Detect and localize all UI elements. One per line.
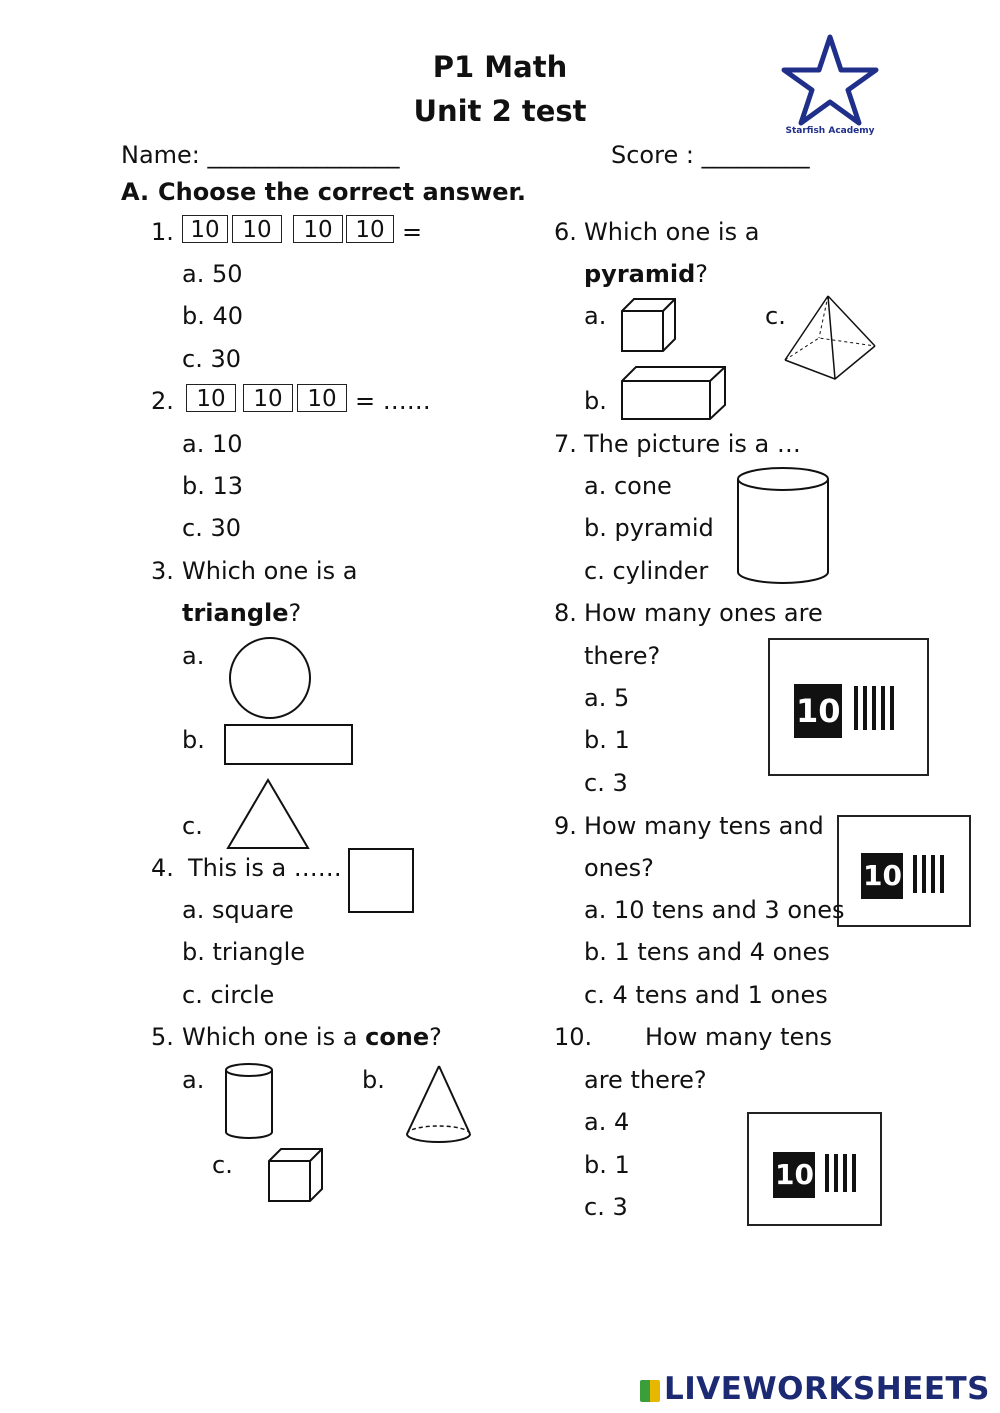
ten-box: 10: [232, 215, 282, 243]
q4-number: 4.: [151, 854, 174, 882]
q4-option-c[interactable]: c. circle: [182, 981, 275, 1009]
ten-box: 10: [297, 384, 347, 412]
one-stick: [825, 1154, 829, 1192]
one-stick: [834, 1154, 838, 1192]
liveworksheets-brand: LIVEWORKSHEETS: [664, 1371, 990, 1407]
q4-option-a[interactable]: a. square: [182, 896, 294, 924]
cylinder-shape[interactable]: [224, 1062, 276, 1142]
q3-text: Which one is a: [182, 557, 358, 585]
one-stick: [922, 855, 926, 893]
q1-equals: =: [402, 218, 423, 246]
one-stick: [863, 686, 867, 730]
q7-option-b[interactable]: b. pyramid: [584, 514, 714, 542]
section-letter: A.: [121, 178, 150, 206]
q6-question-mark: ?: [695, 260, 709, 288]
q5-text: [182, 1022, 442, 1052]
ten-box: 10: [186, 384, 236, 412]
logo-text: Starfish Academy: [785, 126, 875, 136]
one-stick: [890, 686, 894, 730]
ten-box: 10: [243, 384, 293, 412]
pyramid-shape[interactable]: [783, 294, 877, 382]
one-stick: [931, 855, 935, 893]
cuboid-shape[interactable]: [620, 365, 728, 421]
q6-option-c[interactable]: c.: [765, 302, 786, 330]
one-stick: [843, 1154, 847, 1192]
cube-shape[interactable]: [620, 297, 678, 353]
q7-text: The picture is a …: [584, 430, 801, 458]
q5-question-mark: ?: [429, 1023, 442, 1051]
q10-option-a[interactable]: a. 4: [584, 1108, 630, 1136]
q8-option-c[interactable]: c. 3: [584, 769, 628, 797]
q5-option-b[interactable]: b.: [362, 1066, 385, 1094]
section-instruction: Choose the correct answer.: [158, 178, 527, 206]
q5-option-c[interactable]: c.: [212, 1151, 233, 1179]
q5-text-plain: Which one is a: [182, 1023, 358, 1051]
q10-option-c[interactable]: c. 3: [584, 1193, 628, 1221]
q9-option-b[interactable]: b. 1 tens and 4 ones: [584, 938, 830, 966]
q1-option-b[interactable]: b. 40: [182, 302, 244, 330]
cone-shape[interactable]: [404, 1064, 474, 1146]
liveworksheets-icon: [640, 1380, 660, 1402]
q6-option-b[interactable]: b.: [584, 387, 607, 415]
q3-number: 3.: [151, 557, 174, 585]
star-icon: [784, 37, 876, 123]
ten-block: 10: [861, 853, 903, 899]
starfish-logo: [780, 34, 880, 134]
one-stick: [852, 1154, 856, 1192]
cube-shape[interactable]: [267, 1147, 325, 1203]
rectangle-shape[interactable]: [224, 724, 354, 766]
square-shape: [348, 848, 416, 914]
base-ten-picture: [837, 815, 971, 927]
q6-keyword: [584, 259, 708, 289]
q4-text: This is a ……: [188, 854, 342, 882]
q10-line1: How many tens: [645, 1023, 833, 1051]
q6-text: Which one is a: [584, 218, 760, 246]
one-stick: [872, 686, 876, 730]
q8-option-a[interactable]: a. 5: [584, 684, 630, 712]
q3-keyword: [182, 598, 301, 628]
name-field[interactable]: Name: ________________: [121, 141, 400, 169]
ten-block: 10: [794, 684, 842, 738]
ten-box: 10: [293, 215, 343, 243]
q2-number: 2.: [151, 387, 174, 415]
q10-number: 10.: [554, 1023, 593, 1051]
page-title: P1 Math: [432, 50, 568, 84]
triangle-shape[interactable]: [226, 778, 310, 850]
q7-option-a[interactable]: a. cone: [584, 472, 672, 500]
q8-line1: How many ones are: [584, 599, 823, 627]
q2-option-a[interactable]: a. 10: [182, 430, 243, 458]
q4-option-b[interactable]: b. triangle: [182, 938, 306, 966]
q9-option-a[interactable]: a. 10 tens and 3 ones: [584, 896, 845, 924]
liveworksheets-logo: [640, 1371, 990, 1407]
score-field[interactable]: Score : _________: [611, 141, 810, 169]
q10-line2: are there?: [584, 1066, 707, 1094]
q8-number: 8.: [554, 599, 577, 627]
q1-option-c[interactable]: c. 30: [182, 345, 241, 373]
q7-option-c[interactable]: c. cylinder: [584, 557, 709, 585]
one-stick: [881, 686, 885, 730]
q7-number: 7.: [554, 430, 577, 458]
q2-equals: = ……: [355, 387, 431, 415]
q8-line2: there?: [584, 642, 661, 670]
ten-box: 10: [182, 215, 228, 243]
q2-option-c[interactable]: c. 30: [182, 514, 241, 542]
circle-shape[interactable]: [228, 637, 312, 721]
q5-number: 5.: [151, 1023, 174, 1051]
ten-box: 10: [346, 215, 394, 243]
q3-option-a[interactable]: a.: [182, 642, 205, 670]
q1-option-a[interactable]: a. 50: [182, 260, 243, 288]
q1-number: 1.: [151, 218, 174, 246]
q8-option-b[interactable]: b. 1: [584, 726, 630, 754]
one-stick: [913, 855, 917, 893]
q9-option-c[interactable]: c. 4 tens and 1 ones: [584, 981, 828, 1009]
q9-line1: How many tens and: [584, 812, 824, 840]
q10-option-b[interactable]: b. 1: [584, 1151, 630, 1179]
q3-option-b[interactable]: b.: [182, 726, 205, 754]
one-stick: [940, 855, 944, 893]
one-stick: [854, 686, 858, 730]
q9-number: 9.: [554, 812, 577, 840]
q3-option-c[interactable]: c.: [182, 812, 203, 840]
base-ten-picture: [768, 638, 929, 776]
q6-option-a[interactable]: a.: [584, 302, 607, 330]
q5-option-a[interactable]: a.: [182, 1066, 205, 1094]
page-subtitle: Unit 2 test: [413, 94, 587, 128]
q6-number: 6.: [554, 218, 577, 246]
q5-keyword-bold: cone: [365, 1023, 430, 1051]
q3-keyword-bold: triangle: [182, 599, 289, 627]
base-ten-picture: [747, 1112, 882, 1226]
q6-keyword-bold: pyramid: [584, 260, 696, 288]
q3-question-mark: ?: [288, 599, 302, 627]
q2-option-b[interactable]: b. 13: [182, 472, 244, 500]
q9-line2: ones?: [584, 854, 654, 882]
cylinder-picture: [736, 466, 830, 586]
ten-block: 10: [773, 1152, 815, 1198]
